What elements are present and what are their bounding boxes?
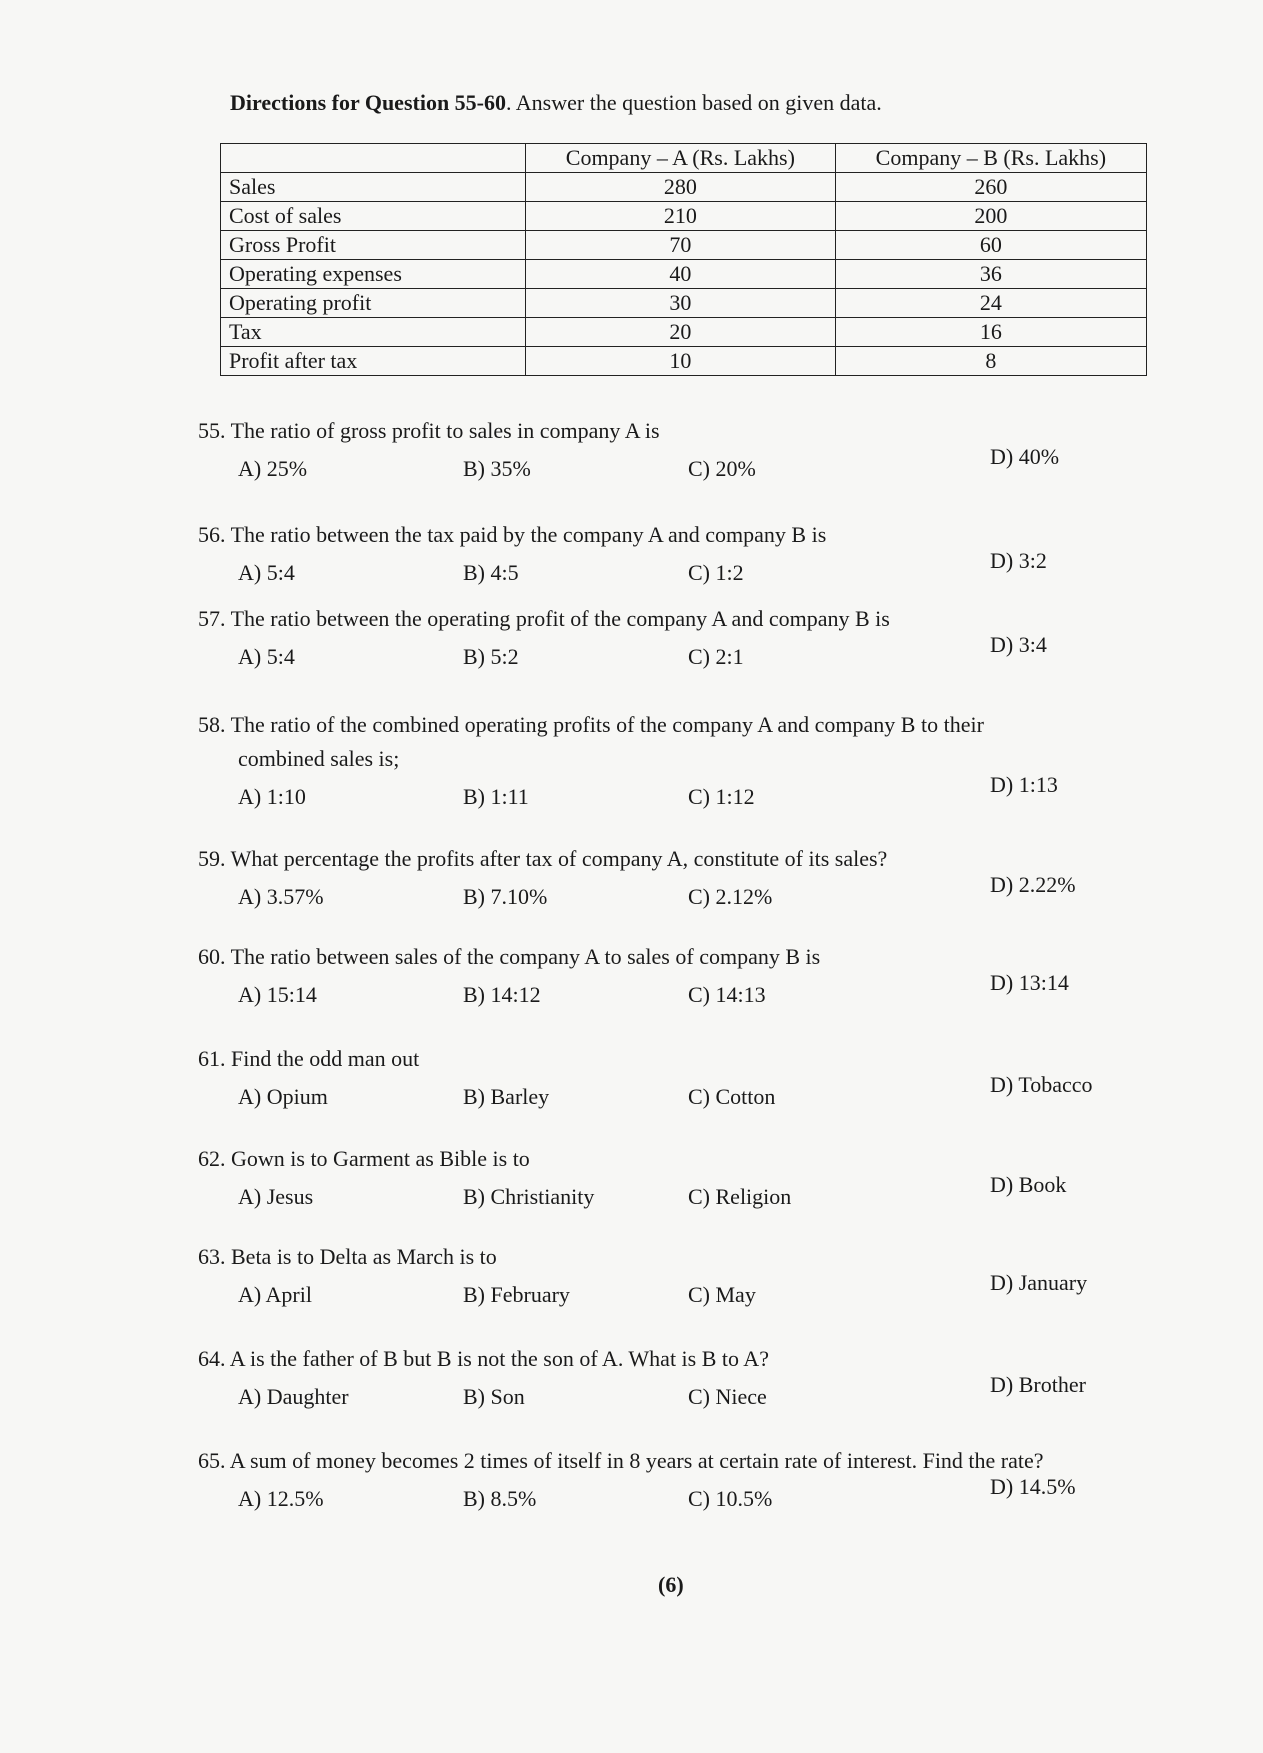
answer-options [198, 872, 1098, 914]
option-a: A) Opium [238, 1084, 328, 1109]
table-row [221, 318, 1147, 347]
question-56 [198, 522, 1098, 590]
answer-options [198, 772, 1098, 814]
option-b: B) Son [463, 1384, 525, 1409]
answer-options [198, 548, 1098, 590]
table-row [221, 260, 1147, 289]
option-c: C) 1:2 [688, 560, 744, 585]
question-text: 56. The ratio between the tax paid by the company A and company B is [198, 522, 827, 547]
question-text: 55. The ratio of gross profit to sales in company A is [198, 418, 660, 443]
option-d: D) 14.5% [990, 1474, 1076, 1499]
option-d: D) 2.22% [990, 872, 1076, 897]
option-c: C) Cotton [688, 1084, 776, 1109]
option-b: B) 14:12 [463, 982, 541, 1007]
company-a-value: 210 [526, 202, 836, 231]
question-text: 64. A is the father of B but B is not the son of A. What is B to A? [198, 1346, 769, 1371]
option-b: B) Barley [463, 1084, 550, 1109]
question-text: 61. Find the odd man out [198, 1046, 420, 1071]
answer-options [198, 632, 1098, 674]
option-b: B) Christianity [463, 1184, 595, 1209]
option-c: C) 20% [688, 456, 756, 481]
answer-options [198, 1172, 1098, 1214]
option-d: D) 1:13 [990, 772, 1058, 797]
question-62 [198, 1146, 1098, 1214]
option-a: A) 12.5% [238, 1486, 324, 1511]
option-c: C) 2:1 [688, 644, 744, 669]
question-text: 62. Gown is to Garment as Bible is to [198, 1146, 530, 1171]
row-label: Sales [221, 173, 526, 202]
answer-options [198, 1270, 1098, 1312]
question-text: 58. The ratio of the combined operating profits of the company A and company B to their [198, 712, 984, 737]
row-label: Tax [221, 318, 526, 347]
question-text: 59. What percentage the profits after tax of company A, constitute of its sales? [198, 846, 888, 871]
company-b-value: 24 [835, 289, 1146, 318]
option-b: B) February [463, 1282, 570, 1307]
question-text-continued: combined sales is; [238, 746, 400, 771]
question-60 [198, 944, 1098, 1012]
option-b: B) 35% [463, 456, 531, 481]
page-number: (6) [658, 1572, 684, 1597]
company-a-value: 30 [526, 289, 836, 318]
question-text: 65. A sum of money becomes 2 times of itself in 8 years at certain rate of interest. Find the rate? [198, 1448, 1044, 1473]
question-59 [198, 846, 1098, 914]
option-c: C) Niece [688, 1384, 767, 1409]
answer-options [198, 1072, 1098, 1114]
company-b-value: 8 [835, 347, 1146, 376]
company-a-value: 10 [526, 347, 836, 376]
row-label: Operating expenses [221, 260, 526, 289]
directions [230, 90, 882, 116]
question-63 [198, 1244, 1098, 1312]
option-d: D) 40% [990, 444, 1060, 469]
company-b-value: 36 [835, 260, 1146, 289]
company-a-value: 280 [526, 173, 836, 202]
option-b: B) 1:11 [463, 784, 529, 809]
option-c: C) 10.5% [688, 1486, 773, 1511]
option-c: C) Religion [688, 1184, 792, 1209]
directions-text: . Answer the question based on given data. [506, 90, 882, 115]
row-label: Operating profit [221, 289, 526, 318]
table-header-company-b: Company – B (Rs. Lakhs) [835, 144, 1146, 173]
answer-options [198, 444, 1098, 486]
question-57 [198, 606, 1098, 674]
option-d: D) 3:4 [990, 632, 1047, 657]
option-d: D) Book [990, 1172, 1067, 1197]
table-row [221, 202, 1147, 231]
option-a: A) 3.57% [238, 884, 324, 909]
table-header-row [221, 144, 1147, 173]
option-a: A) 1:10 [238, 784, 306, 809]
table-header-company-a: Company – A (Rs. Lakhs) [526, 144, 836, 173]
question-55 [198, 418, 1098, 486]
option-b: B) 7.10% [463, 884, 548, 909]
company-a-value: 70 [526, 231, 836, 260]
option-d: D) 3:2 [990, 548, 1047, 573]
company-b-value: 60 [835, 231, 1146, 260]
option-a: A) Daughter [238, 1384, 349, 1409]
answer-options [198, 1372, 1098, 1414]
question-64 [198, 1346, 1098, 1414]
option-c: C) 2.12% [688, 884, 773, 909]
option-d: D) 13:14 [990, 970, 1069, 995]
option-d: D) January [990, 1270, 1088, 1295]
table-row [221, 347, 1147, 376]
question-65 [198, 1448, 1098, 1516]
table-row [221, 173, 1147, 202]
answer-options [198, 970, 1098, 1012]
row-label: Cost of sales [221, 202, 526, 231]
option-b: B) 8.5% [463, 1486, 537, 1511]
table-row [221, 231, 1147, 260]
option-b: B) 4:5 [463, 560, 519, 585]
question-61 [198, 1046, 1098, 1114]
table-header-blank [221, 144, 526, 173]
option-d: D) Tobacco [990, 1072, 1093, 1097]
row-label: Gross Profit [221, 231, 526, 260]
company-a-value: 40 [526, 260, 836, 289]
option-b: B) 5:2 [463, 644, 519, 669]
option-a: A) 5:4 [238, 644, 295, 669]
question-text: 60. The ratio between sales of the company A to sales of company B is [198, 944, 821, 969]
company-b-value: 260 [835, 173, 1146, 202]
question-58 [198, 712, 1098, 814]
option-c: C) 14:13 [688, 982, 766, 1007]
row-label: Profit after tax [221, 347, 526, 376]
option-a: A) 25% [238, 456, 308, 481]
option-d: D) Brother [990, 1372, 1086, 1397]
answer-options [198, 1474, 1098, 1516]
question-text: 63. Beta is to Delta as March is to [198, 1244, 497, 1269]
option-c: C) May [688, 1282, 756, 1307]
data-table [220, 143, 1147, 376]
option-a: A) April [238, 1282, 312, 1307]
directions-heading: Directions for Question 55-60 [230, 90, 506, 115]
company-b-value: 200 [835, 202, 1146, 231]
option-a: A) 5:4 [238, 560, 295, 585]
company-a-value: 20 [526, 318, 836, 347]
option-a: A) Jesus [238, 1184, 314, 1209]
company-b-value: 16 [835, 318, 1146, 347]
question-text: 57. The ratio between the operating profit of the company A and company B is [198, 606, 890, 631]
option-c: C) 1:12 [688, 784, 755, 809]
option-a: A) 15:14 [238, 982, 317, 1007]
table-row [221, 289, 1147, 318]
